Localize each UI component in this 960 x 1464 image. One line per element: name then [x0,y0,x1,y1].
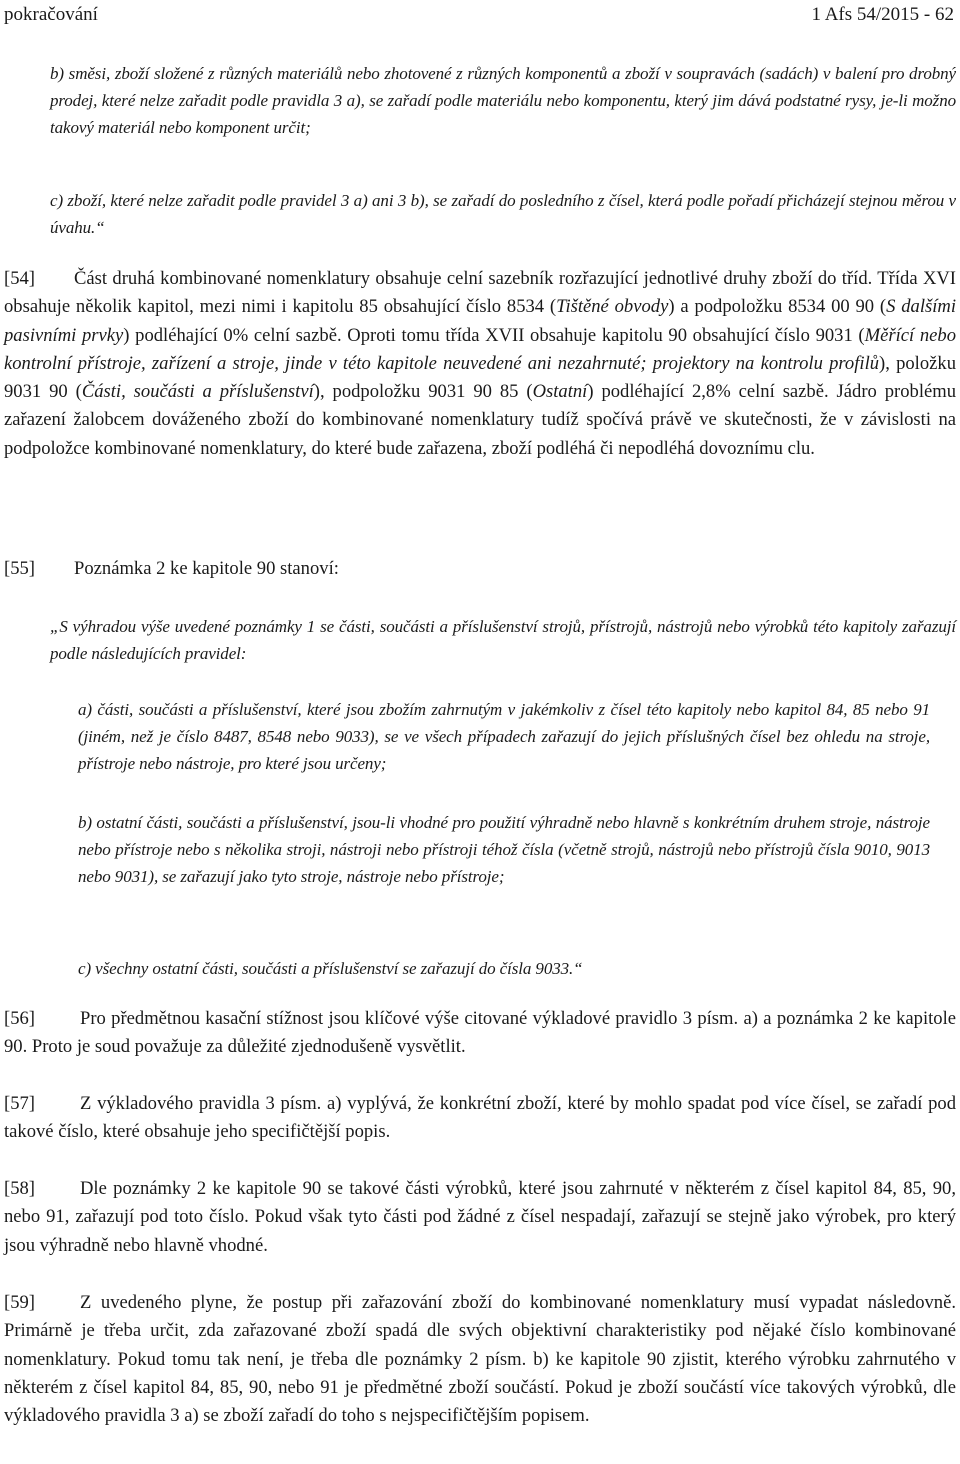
paragraph-54: [54] Část druhá kombinované nomenklatury obsahuje celní sazebník rozřazující jednotlivé druhy zboží do tříd. Třída XVI obsahuje několik kapitol, mezi nimi i kapitolu 85 obsahující číslo 8534 (Tištěné obvody) a podpoložku 8534 00 90 (S dalšími pasivními prvky) podléhající 0% celní sazbě. Oproti tomu třída XVII obsahuje kapitolu 90 obsahující číslo 9031 (Měřící nebo kontrolní přístroje, zařízení a stroje, jinde v této kapitole neuvedené ani nezahrnuté; projektory na kontrolu profilů), položku 9031 90 (Části, součásti a příslušenství), podpoložku 9031 90 85 (Ostatní) podléhající 2,8% celní sazbě. Jádro problému zařazení žalobcem dováženého zboží do kombinované nomenklatury tudíž spočívá právě ve skutečnosti, že v závislosti na podpoložce kombinované nomenklatury, do které bude zařazena, zboží podléhá či nepodléhá dovoznímu clu. [4,265,956,463]
page-header [4,2,954,30]
paragraph-57: [57] Z výkladového pravidla 3 písm. a) vyplývá, že konkrétní zboží, které by mohlo spadat pod více čísel, se zařadí pod takové číslo, které obsahuje jeho specifičtější popis. [4,1090,956,1147]
paragraph-58: [58] Dle poznámky 2 ke kapitole 90 se takové části výrobků, které jsou zahrnuté v některém z čísel kapitol 84, 85, 90, nebo 91, zařazují pod toto číslo. Pokud však tyto části pod žádné z čísel nespadají, zařazují se stejně jako výrobek, pro který jsou výhradně nebo hlavně vhodné. [4,1175,956,1260]
paragraph-59-number: [59] [4,1292,35,1313]
paragraph-56-number: [56] [4,1008,35,1029]
rule-3b-text: b) směsi, zboží složené z různých materiálů nebo zhotovené z různých komponentů a zboží v soupravách (sadách) v balení pro drobný prodej, které nelze zařadit podle pravidla 3 a), se zařadí podle materiálu nebo komponentu, který jim dává podstatné rysy, je-li možno takový materiál nebo komponent určit; [50,64,956,137]
quote-intro: „S výhradou výše uvedené poznámky 1 se části, součásti a příslušenství strojů, přístrojů, nástrojů nebo výrobků této kapitoly zařazují podle následujících pravidel: [50,617,956,663]
paragraph-56: [56] Pro předmětnou kasační stížnost jsou klíčové výše citované výkladové pravidlo 3 písm. a) a poznámka 2 ke kapitole 90. Proto je soud považuje za důležité zjednodušeně vysvětlit. [4,1005,956,1062]
quote-item-a: a) části, součásti a příslušenství, které jsou zbožím zahrnutým v jakémkoliv z čísel této kapitoly nebo kapitol 84, 85 nebo 91 (jiném, než je číslo 8487, 8548 nebo 9033), se ve všech případech zařazují do jejich příslušných čísel bez ohledu na stroje, přístroje nebo nástroje, pro které jsou určeny; [78,700,930,773]
paragraph-57-number: [57] [4,1093,35,1114]
header-case-number: 1 Afs 54/2015 - 62 [811,4,954,25]
paragraph-54-number: [54] [4,268,35,289]
paragraph-55: [55] Poznámka 2 ke kapitole 90 stanoví: [4,555,956,583]
quote-item-c: c) všechny ostatní části, součásti a příslušenství se zařazují do čísla 9033.“ [78,959,583,978]
paragraph-55-number: [55] [4,558,35,579]
header-continuation: pokračování [4,4,98,25]
rule-3c-text: c) zboží, které nelze zařadit podle pravidel 3 a) ani 3 b), se zařadí do posledního z čísel, která podle pořadí přicházejí stejnou měrou v úvahu.“ [50,191,956,237]
paragraph-59: [59] Z uvedeného plyne, že postup při zařazování zboží do kombinované nomenklatury musí vypadat následovně. Primárně je třeba určit, zda zařazované zboží spadá dle svých objektivní charakteristiky pod nějaké číslo kombinované nomenklatury. Pokud tomu tak není, je třeba dle poznámky 2 písm. b) ke kapitole 90 zjistit, kterého výrobku zahrnutého v některém z čísel kapitol 84, 85, 90, nebo 91 je předmětné zboží součástí. Pokud je zboží součástí více takových výrobků, dle výkladového pravidla 3 a) se zboží zařadí do toho s nejspecifičtějším popisem. [4,1289,956,1430]
quote-item-b: b) ostatní části, součásti a příslušenství, jsou-li vhodné pro použití výhradně nebo hlavně s konkrétním druhem stroje, nástroje nebo přístroje nebo s několika stroji, nástroji nebo přístroji téhož čísla (včetně strojů, nástrojů nebo přístrojů čísla 9010, 9013 nebo 9031), se zařazují jako tyto stroje, nástroje nebo přístroje; [78,813,930,886]
paragraph-58-number: [58] [4,1178,35,1199]
